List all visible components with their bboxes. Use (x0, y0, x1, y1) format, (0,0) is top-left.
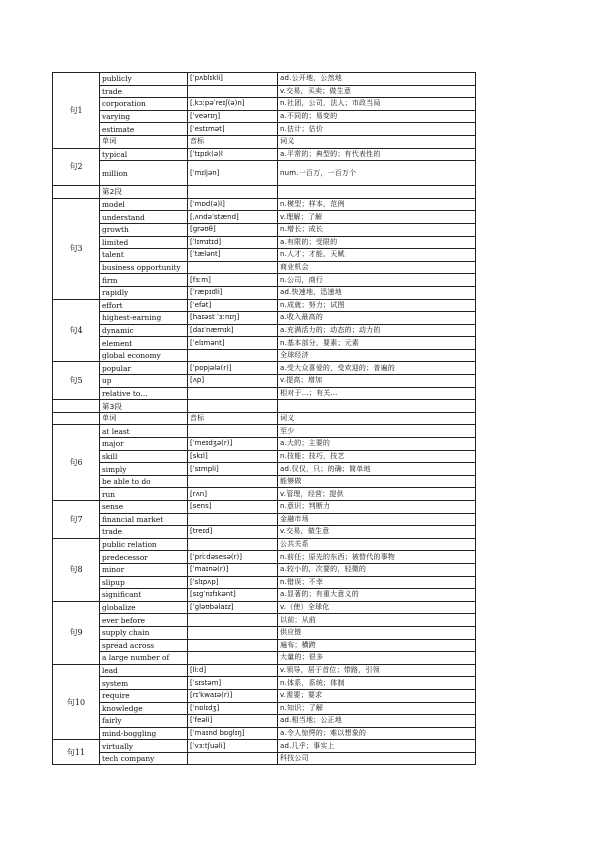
vocab-row (53, 639, 476, 652)
phonetic-cell: [ˌʌndəˈstænd] (188, 211, 278, 224)
vocab-row (53, 626, 476, 639)
meaning-cell: n.意识；判断力 (278, 501, 476, 514)
word-cell: knowledge (100, 702, 188, 715)
meaning-cell: n.体系，系统；体制 (278, 677, 476, 690)
section-row (53, 186, 476, 199)
meaning-cell: 金融市场 (278, 513, 476, 526)
meaning-cell: 相对于…；有关… (278, 387, 476, 400)
word-cell: highest-earning (100, 312, 188, 325)
vocab-row (53, 286, 476, 299)
vocab-row (53, 488, 476, 501)
vocab-row (53, 98, 476, 111)
vocabulary-sheet (52, 72, 475, 764)
meaning-cell: n.公司，商行 (278, 274, 476, 287)
vocab-row (53, 312, 476, 325)
word-cell: global economy (100, 349, 188, 362)
vocab-row (53, 689, 476, 702)
phonetic-cell: [ˈsɪmpli] (188, 463, 278, 476)
meaning-cell: a.不同的；易变的 (278, 110, 476, 123)
meaning-cell: 遍布；横跨 (278, 639, 476, 652)
header-meaning: 词义 (278, 412, 476, 425)
word-cell: understand (100, 211, 188, 224)
sentence-label: 句6 (53, 425, 100, 501)
word-cell: tech company (100, 752, 188, 765)
phonetic-cell: [ʌp] (188, 375, 278, 388)
header-row (53, 135, 476, 148)
word-cell: growth (100, 223, 188, 236)
meaning-cell: n.增长；成长 (278, 223, 476, 236)
vocab-row (53, 387, 476, 400)
vocab-row (53, 349, 476, 362)
meaning-cell: n.知识；了解 (278, 702, 476, 715)
word-cell: dynamic (100, 324, 188, 337)
vocab-row (53, 526, 476, 539)
word-cell: minor (100, 563, 188, 576)
section-empty-cell (188, 400, 278, 413)
word-cell: varying (100, 110, 188, 123)
meaning-cell: a.受大众喜爱的，受欢迎的；普遍的 (278, 362, 476, 375)
word-cell: spread across (100, 639, 188, 652)
word-cell: at least (100, 425, 188, 438)
header-row (53, 412, 476, 425)
vocab-row (53, 324, 476, 337)
phonetic-cell: [ˈtælənt] (188, 249, 278, 262)
vocab-row (53, 576, 476, 589)
meaning-cell: v.管理，经营；提供 (278, 488, 476, 501)
word-cell: financial market (100, 513, 188, 526)
meaning-cell: ad.快速地，迅速地 (278, 286, 476, 299)
word-cell: public relation (100, 538, 188, 551)
phonetic-cell: [ˈefət] (188, 299, 278, 312)
word-cell: skill (100, 450, 188, 463)
meaning-cell: ad.相当地；公正地 (278, 715, 476, 728)
vocab-row (53, 475, 476, 488)
phonetic-cell: [ˈvɜːtʃuəli] (188, 740, 278, 753)
meaning-cell: v.提高；增加 (278, 375, 476, 388)
phonetic-cell: [ˌkɔːpəˈreɪʃ(ə)n] (188, 98, 278, 111)
section-empty-cell (278, 186, 476, 199)
word-cell: firm (100, 274, 188, 287)
meaning-cell: v.（使）全球化 (278, 601, 476, 614)
meaning-cell: n.前任；原先的东西；被替代的事物 (278, 551, 476, 564)
word-cell: significant (100, 589, 188, 602)
phonetic-cell: [ˈestɪmət] (188, 123, 278, 136)
word-cell: supply chain (100, 626, 188, 639)
vocab-row (53, 702, 476, 715)
vocab-row (53, 299, 476, 312)
word-cell: relative to… (100, 387, 188, 400)
phonetic-cell: [ˈmɪljən] (188, 161, 278, 186)
phonetic-cell: [daɪˈnæmɪk] (188, 324, 278, 337)
vocab-row (53, 211, 476, 224)
word-cell: be able to do (100, 475, 188, 488)
phonetic-cell: [ˈveərɪŋ] (188, 110, 278, 123)
phonetic-cell: [ˈsɪstəm] (188, 677, 278, 690)
vocabulary-table-body (53, 73, 476, 765)
sentence-label: 句3 (53, 198, 100, 299)
meaning-cell: 公共关系 (278, 538, 476, 551)
sentence-label: 句11 (53, 740, 100, 765)
word-cell: slipup (100, 576, 188, 589)
word-cell: predecessor (100, 551, 188, 564)
word-cell: popular (100, 362, 188, 375)
meaning-cell: n.模型；样本，范例 (278, 198, 476, 211)
phonetic-cell: [ˈfeəli] (188, 715, 278, 728)
word-cell: sense (100, 501, 188, 514)
meaning-cell: n.估计；估价 (278, 123, 476, 136)
phonetic-cell: [ˈtɪpɪk(ə)l (188, 148, 278, 161)
word-cell: lead (100, 664, 188, 677)
word-cell: typical (100, 148, 188, 161)
phonetic-cell: [ˈmɒd(ə)l] (188, 198, 278, 211)
word-cell: rapidly (100, 286, 188, 299)
vocab-row (53, 677, 476, 690)
vocab-row (53, 727, 476, 740)
vocab-row (53, 589, 476, 602)
vocab-row (53, 450, 476, 463)
word-cell: simply (100, 463, 188, 476)
phonetic-cell: [ˈɡləʊbəlaɪz] (188, 601, 278, 614)
vocab-row (53, 513, 476, 526)
word-cell: globalize (100, 601, 188, 614)
meaning-cell: n.技能；技巧，技艺 (278, 450, 476, 463)
vocab-row (53, 463, 476, 476)
sentence-label: 句4 (53, 299, 100, 362)
section-title: 第3段 (100, 400, 188, 413)
vocab-row (53, 752, 476, 765)
vocab-row (53, 614, 476, 627)
phonetic-cell (188, 475, 278, 488)
vocab-row (53, 223, 476, 236)
vocab-row (53, 249, 476, 262)
meaning-cell: ad.几乎；事实上 (278, 740, 476, 753)
vocab-row (53, 538, 476, 551)
meaning-cell: a.平常的；典型的；有代表性的 (278, 148, 476, 161)
phonetic-cell: [ˈmeɪdʒə(r)] (188, 438, 278, 451)
meaning-cell: 以前；从前 (278, 614, 476, 627)
vocab-row (53, 198, 476, 211)
word-cell: million (100, 161, 188, 186)
meaning-cell: num.一百万，一百万个 (278, 161, 476, 186)
meaning-cell: 商业机会 (278, 261, 476, 274)
phonetic-cell: [ˈpʌblɪkli] (188, 73, 278, 86)
phonetic-cell: [ˈelɪmənt] (188, 337, 278, 350)
meaning-cell: 科技公司 (278, 752, 476, 765)
phonetic-cell: [ˈpriːdəsesə(r)] (188, 551, 278, 564)
meaning-cell: 全球经济 (278, 349, 476, 362)
vocab-row (53, 438, 476, 451)
phonetic-cell: [fɜːm] (188, 274, 278, 287)
phonetic-cell (188, 639, 278, 652)
word-cell: a large number of (100, 652, 188, 665)
meaning-cell: a.有限的；受限的 (278, 236, 476, 249)
vocab-row (53, 362, 476, 375)
meaning-cell: n.社团，公司，法人；市政当局 (278, 98, 476, 111)
word-cell: require (100, 689, 188, 702)
word-cell: effort (100, 299, 188, 312)
meaning-cell: n.成就；努力；试图 (278, 299, 476, 312)
vocab-row (53, 563, 476, 576)
word-cell: fairly (100, 715, 188, 728)
meaning-cell: v.交易，买卖；做生意 (278, 85, 476, 98)
word-cell: model (100, 198, 188, 211)
phonetic-cell (188, 652, 278, 665)
meaning-cell: a.大的；主要的 (278, 438, 476, 451)
phonetic-cell: [ˈmaɪnə(r)] (188, 563, 278, 576)
phonetic-cell: [treɪd] (188, 526, 278, 539)
meaning-cell: 大量的；很多 (278, 652, 476, 665)
vocab-row (53, 236, 476, 249)
vocab-row (53, 261, 476, 274)
meaning-cell: v.需要；要求 (278, 689, 476, 702)
section-blank-cell (53, 186, 100, 199)
phonetic-cell: [rɪˈkwaɪə(r)] (188, 689, 278, 702)
section-row (53, 400, 476, 413)
sentence-label: 句8 (53, 538, 100, 601)
vocab-row (53, 85, 476, 98)
phonetic-cell (188, 85, 278, 98)
meaning-cell: v.理解；了解 (278, 211, 476, 224)
word-cell: limited (100, 236, 188, 249)
phonetic-cell (188, 538, 278, 551)
sentence-label: 句5 (53, 362, 100, 400)
phonetic-cell (188, 425, 278, 438)
vocab-row (53, 274, 476, 287)
sentence-label: 句7 (53, 501, 100, 539)
header-meaning: 词义 (278, 135, 476, 148)
phonetic-cell: [sɪɡˈnɪfɪkənt] (188, 589, 278, 602)
meaning-cell: n.基本部分，要素；元素 (278, 337, 476, 350)
section-title: 第2段 (100, 186, 188, 199)
vocab-row (53, 551, 476, 564)
word-cell: trade (100, 526, 188, 539)
vocabulary-table (52, 72, 476, 765)
phonetic-cell: [ˈpɒpjələ(r)] (188, 362, 278, 375)
header-phonetic: 音标 (188, 412, 278, 425)
phonetic-cell: [haɪəst ˈɜːnɪŋ] (188, 312, 278, 325)
phonetic-cell: [ˈslɪpʌp] (188, 576, 278, 589)
vocab-row (53, 501, 476, 514)
section-empty-cell (278, 400, 476, 413)
vocab-row (53, 123, 476, 136)
phonetic-cell: [liːd] (188, 664, 278, 677)
word-cell: ever before (100, 614, 188, 627)
phonetic-cell: [ˈræpɪdli] (188, 286, 278, 299)
word-cell: trade (100, 85, 188, 98)
meaning-cell: n.错误；不幸 (278, 576, 476, 589)
phonetic-cell (188, 513, 278, 526)
word-cell: run (100, 488, 188, 501)
vocab-row (53, 73, 476, 86)
meaning-cell: a.令人惊愕的；难以想象的 (278, 727, 476, 740)
phonetic-cell: [ˈmaɪnd bɒɡlɪŋ] (188, 727, 278, 740)
phonetic-cell: [rʌn] (188, 488, 278, 501)
word-cell: publicly (100, 73, 188, 86)
word-cell: corporation (100, 98, 188, 111)
phonetic-cell (188, 261, 278, 274)
meaning-cell: a.充满活力的；动态的；动力的 (278, 324, 476, 337)
header-phonetic: 音标 (188, 135, 278, 148)
vocab-row (53, 740, 476, 753)
sentence-label: 句2 (53, 148, 100, 186)
sentence-label: 句9 (53, 601, 100, 664)
meaning-cell: ad.公开地，公然地 (278, 73, 476, 86)
word-cell: estimate (100, 123, 188, 136)
phonetic-cell (188, 752, 278, 765)
phonetic-cell (188, 626, 278, 639)
phonetic-cell: [skɪl] (188, 450, 278, 463)
word-cell: up (100, 375, 188, 388)
section-empty-cell (188, 186, 278, 199)
vocab-row (53, 652, 476, 665)
section-blank-cell (53, 400, 100, 413)
phonetic-cell (188, 349, 278, 362)
word-cell: system (100, 677, 188, 690)
phonetic-cell: [ˈlɪmɪtɪd] (188, 236, 278, 249)
meaning-cell: n.人才；才能，天赋 (278, 249, 476, 262)
vocab-row (53, 664, 476, 677)
meaning-cell: 能够做 (278, 475, 476, 488)
word-cell: element (100, 337, 188, 350)
vocab-row (53, 375, 476, 388)
word-cell: major (100, 438, 188, 451)
meaning-cell: ad.仅仅，只；的确；简单地 (278, 463, 476, 476)
phonetic-cell (188, 614, 278, 627)
word-cell: talent (100, 249, 188, 262)
phonetic-cell (188, 387, 278, 400)
vocab-row (53, 425, 476, 438)
header-word: 单词 (100, 135, 188, 148)
meaning-cell: a.显著的；有重大意义的 (278, 589, 476, 602)
vocab-row (53, 337, 476, 350)
sentence-label: 句10 (53, 664, 100, 740)
vocab-row (53, 601, 476, 614)
vocab-row (53, 715, 476, 728)
vocab-row (53, 161, 476, 186)
word-cell: business opportunity (100, 261, 188, 274)
sentence-label: 句1 (53, 73, 100, 149)
vocab-row (53, 110, 476, 123)
meaning-cell: a.较小的，次要的，轻微的 (278, 563, 476, 576)
vocab-row (53, 148, 476, 161)
header-word: 单词 (100, 412, 188, 425)
phonetic-cell: [sens] (188, 501, 278, 514)
meaning-cell: v.交易，做生意 (278, 526, 476, 539)
phonetic-cell: [ˈnɒlɪdʒ] (188, 702, 278, 715)
meaning-cell: v.领导，居于首位；带路，引领 (278, 664, 476, 677)
meaning-cell: 供应链 (278, 626, 476, 639)
meaning-cell: a.收入最高的 (278, 312, 476, 325)
word-cell: mind-boggling (100, 727, 188, 740)
header-blank-cell (53, 412, 100, 425)
phonetic-cell: [ɡrəʊθ] (188, 223, 278, 236)
meaning-cell: 至少 (278, 425, 476, 438)
word-cell: virtually (100, 740, 188, 753)
